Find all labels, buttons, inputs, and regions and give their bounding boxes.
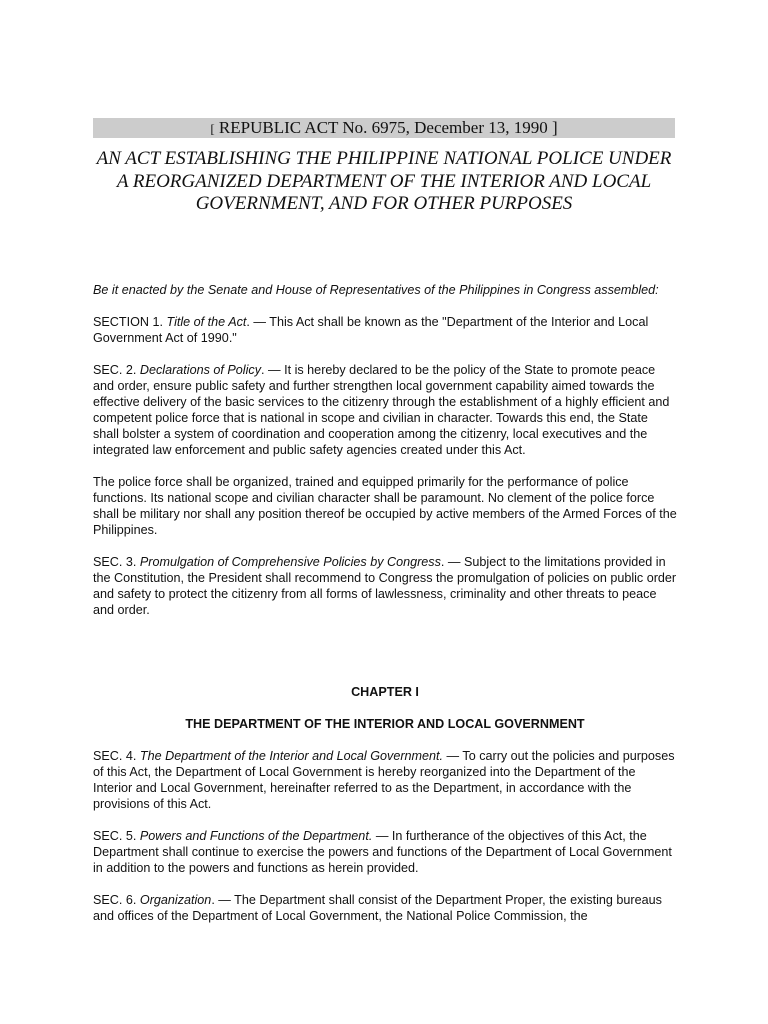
section-1 (93, 314, 677, 346)
section-6 (93, 892, 677, 924)
section-6-label: SEC. 6. (93, 893, 140, 907)
section-1-text: . — This Act shall be known as the "Department of the Interior and Local Government Act of 1990." (93, 315, 649, 345)
section-6-text: . — The Department shall consist of the Department Proper, the existing bureaus and offices of the Department of Local Government, the National Police Commission, the (93, 893, 662, 923)
section-5 (93, 828, 677, 876)
section-1-label: SECTION 1. (93, 315, 167, 329)
section-3-label: SEC. 3. (93, 555, 140, 569)
header-title: REPUBLIC ACT No. 6975, December 13, 1990 (218, 118, 548, 137)
section-4 (93, 748, 677, 812)
section-4-label: SEC. 4. (93, 749, 140, 763)
section-4-text: — To carry out the policies and purposes of this Act, the Department of Local Government is hereby reorganized into the Department of the Interior and Local Government, hereinafter referred to as the Department, in accordance with the provisions of this Act. (93, 749, 675, 811)
section-2-paragraph-2: The police force shall be organized, trained and equipped primarily for the performance of police functions. Its national scope and civilian character shall be paramount. No clement of the police force shall be military nor shall any position thereof be occupied by active members of the Armed Forces of the Philippines. (93, 475, 677, 537)
section-3-text: . — Subject to the limitations provided in the Constitution, the President shall recommend to Congress the promulgation of policies on public order and safety to protect the citizenry from all forms of lawlessness, criminality and other threats to peace and order. (93, 555, 677, 617)
chapter-title: THE DEPARTMENT OF THE INTERIOR AND LOCAL GOVERNMENT (185, 717, 585, 731)
section-5-text: — In furtherance of the objectives of this Act, the Department shall continue to exercise the powers and functions of the Department of Local Government in addition to the powers and functions as herein provided. (93, 829, 672, 875)
section-3-heading: Promulgation of Comprehensive Policies by Congress (139, 555, 441, 569)
section-5-heading: Powers and Functions of the Department. (139, 829, 373, 843)
section-5-label: SEC. 5. (93, 829, 140, 843)
chapter-number: CHAPTER I (351, 685, 419, 699)
section-2 (93, 362, 677, 458)
section-4-heading: The Department of the Interior and Local Government. (139, 749, 444, 763)
header-bracket-close: ] (551, 118, 558, 137)
section-2-heading: Declarations of Policy (139, 363, 261, 377)
section-gap (93, 634, 677, 684)
republic-act-header (93, 118, 675, 138)
section-2-label: SEC. 2. (93, 363, 140, 377)
act-title: AN ACT ESTABLISHING THE PHILIPPINE NATIONAL POLICE UNDER A REORGANIZED DEPARTMENT OF THE INTERIOR AND LOCAL GOVERNMENT, AND FOR OTHER PURPOSES (96, 148, 672, 214)
section-6-heading: Organization (139, 893, 212, 907)
header-bracket-open: [ (210, 121, 215, 136)
enacting-clause: Be it enacted by the Senate and House of Representatives of the Philippines in Congress assembled: (93, 283, 659, 297)
section-1-heading: Title of the Act (166, 315, 247, 329)
document-body (93, 282, 677, 940)
section-2-text: . — It is hereby declared to be the policy of the State to promote peace and order, ensure public safety and further strengthen local government capability aimed towards the effective delivery of the basic services to the citizenry through the establishment of a highly efficient and competent police force that is national in scope and civilian in character. Towards this end, the State shall bolster a system of coordination and cooperation among the citizenry, local executives and the integrated law enforcement and public safety agencies created under this Act. (93, 363, 670, 457)
section-3 (93, 554, 677, 618)
